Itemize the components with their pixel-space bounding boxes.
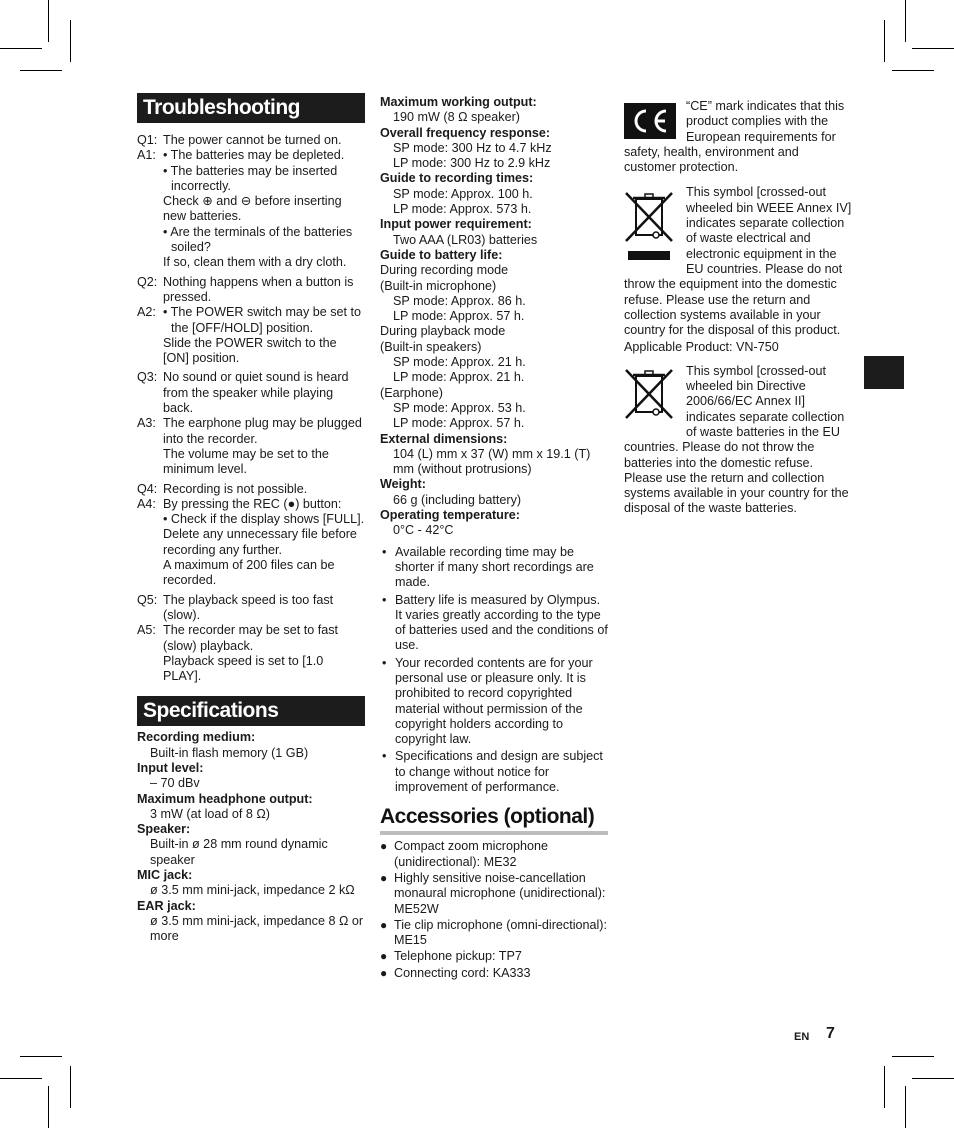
battery-value: SP mode: Approx. 21 h.: [393, 355, 526, 370]
qa-line: Slide the POWER switch to the [ON] position.: [163, 335, 337, 366]
battery-mode: During playback mode: [380, 324, 506, 339]
ce-text: “CE” mark indicates that this product complies with the European requirements for safety, health, environment and customer protection.: [624, 99, 845, 175]
spec-value: Built-in flash memory (1 GB): [150, 745, 309, 760]
crop-mark: [20, 1056, 62, 1057]
bullet-dot-icon: ●: [380, 965, 388, 980]
accessories-title: Accessories (optional): [380, 805, 608, 835]
spec-list-middle-tail: [380, 432, 608, 539]
side-tab-marker: [864, 356, 904, 389]
crop-mark: [20, 70, 62, 71]
spec-value: Two AAA (LR03) batteries: [393, 232, 538, 247]
qa-tag: Q1:: [137, 133, 158, 147]
bullet-dot: •: [382, 749, 387, 764]
qa-line: A maximum of 200 files can be recorded.: [163, 558, 335, 588]
spec-heading: Overall frequency response:: [380, 125, 551, 140]
qa-line: • Are the terminals of the batteries soiled?: [163, 224, 353, 255]
accessory-text: Compact zoom microphone (unidirectional): ME32: [394, 839, 548, 869]
qa-row: [137, 133, 365, 148]
spec-list-middle: [380, 95, 608, 263]
bullet-dot-icon: ●: [380, 870, 388, 885]
crop-mark: [884, 1066, 885, 1108]
qa-line: The power cannot be turned on.: [163, 133, 342, 147]
spec-value: 104 (L) mm x 37 (W) mm x 19.1 (T) mm (without protrusions): [393, 446, 591, 477]
bullet-dot: •: [382, 544, 387, 559]
note-text: Specifications and design are subject to change without notice for improvement of performance.: [395, 749, 603, 795]
qa-row: [137, 305, 365, 366]
qa-tag: A2:: [137, 305, 156, 320]
spec-list-left: [137, 730, 365, 944]
spec-value: Built-in ø 28 mm round dynamic speaker: [150, 837, 328, 867]
crop-mark: [884, 20, 885, 62]
spec-heading: MIC jack:: [137, 868, 193, 883]
accessory-item: [380, 839, 608, 870]
spec-heading: External dimensions:: [380, 431, 508, 446]
note-item: [380, 749, 608, 795]
crop-mark: [912, 1078, 954, 1079]
spec-value: ø 3.5 mm mini-jack, impedance 2 kΩ: [150, 883, 355, 898]
accessory-text: Connecting cord: KA333: [394, 965, 531, 980]
qa-line: • The POWER switch may be set to the [OFF/HOLD] position.: [163, 305, 362, 335]
crop-mark: [48, 0, 49, 42]
spec-value: 3 mW (at load of 8 Ω): [150, 806, 270, 821]
spec-heading: Guide to battery life:: [380, 247, 503, 262]
accessory-item: [380, 918, 608, 949]
applicable-product: Applicable Product: VN-750: [624, 340, 779, 355]
accessory-item: [380, 949, 608, 964]
footer-language: EN: [794, 1031, 810, 1043]
spec-value: LP mode: 300 Hz to 2.9 kHz: [393, 156, 551, 171]
qa-tag: A4:: [137, 496, 156, 511]
accessory-text: Highly sensitive noise-cancellation monaural microphone (unidirectional): ME52W: [394, 870, 606, 916]
spec-value: SP mode: Approx. 100 h.: [393, 186, 533, 201]
qa-line: Check ⊕ and ⊖ before inserting new batteries.: [163, 194, 342, 224]
ce-mark-icon: [624, 103, 676, 143]
bullet-dot: •: [382, 655, 387, 670]
qa-body: [163, 305, 365, 366]
crop-mark: [912, 48, 954, 49]
qa-line: No sound or quiet sound is heard from the speaker while playing back.: [163, 370, 349, 416]
spec-heading: Speaker:: [137, 822, 191, 837]
qa-line: By pressing the REC (●) button:: [163, 496, 342, 511]
spec-heading: Input power requirement:: [380, 217, 532, 232]
note-text: Battery life is measured by Olympus. It varies greatly according to the type of batteries used and the conditions of use.: [395, 592, 608, 653]
qa-tag: A5:: [137, 623, 156, 638]
qa-body: [163, 482, 365, 497]
battery-sub: (Built-in speakers): [380, 339, 482, 354]
crossed-bin-icon: [624, 191, 676, 267]
battery-sub: (Earphone): [380, 385, 444, 400]
qa-line: • The batteries may be depleted.: [163, 148, 345, 163]
qa-row: [137, 482, 365, 497]
spec-heading: EAR jack:: [137, 898, 196, 913]
qa-body: [163, 275, 365, 306]
battery-value: SP mode: Approx. 86 h.: [393, 293, 526, 308]
column-middle: [380, 93, 608, 981]
crossed-bin-battery-icon: [624, 368, 676, 426]
qa-line: The earphone plug may be plugged into the recorder.: [163, 416, 362, 446]
note-item: [380, 656, 608, 748]
accessory-text: Telephone pickup: TP7: [394, 949, 522, 964]
ce-block: [624, 99, 854, 175]
crop-mark: [905, 1086, 906, 1128]
qa-line: Playback speed is set to [1.0 PLAY].: [163, 653, 324, 684]
crop-mark: [892, 70, 934, 71]
notes-list: [380, 545, 608, 796]
spec-value: – 70 dBv: [150, 776, 200, 791]
accessory-text: Tie clip microphone (omni-directional): ME15: [394, 917, 608, 948]
weee-text: This symbol [crossed-out wheeled bin WEEE Annex IV] indicates separate collection of waste electrical and electronic equipment in the EU countries. Please do not throw the equipment into the domestic refuse. Please use the return and collection systems available in your country for the disposal of this product.: [624, 185, 852, 338]
spec-heading: Weight:: [380, 477, 426, 492]
qa-line: Nothing happens when a button is pressed.: [163, 274, 354, 304]
bullet-dot-icon: ●: [380, 839, 388, 854]
spec-heading: Input level:: [137, 760, 204, 775]
specifications-title: Specifications: [137, 696, 365, 726]
accessory-item: [380, 871, 608, 917]
crop-mark: [70, 1066, 71, 1108]
note-item: [380, 545, 608, 591]
column-left: [137, 93, 365, 945]
qa-line: • The batteries may be inserted incorrectly.: [163, 163, 338, 193]
spec-value: ø 3.5 mm mini-jack, impedance 8 Ω or more: [150, 913, 364, 944]
spec-heading: Guide to recording times:: [380, 171, 534, 186]
qa-row: [137, 275, 365, 306]
qa-line: The volume may be set to the minimum level.: [163, 446, 329, 477]
spec-value: 66 g (including battery): [393, 492, 522, 507]
qa-row: [137, 497, 365, 589]
crop-mark: [0, 48, 42, 49]
qa-row: [137, 148, 365, 270]
qa-line: • Check if the display shows [FULL].: [163, 512, 365, 527]
qa-line: Recording is not possible.: [163, 481, 308, 496]
qa-line: Delete any unnecessary file before recording any further.: [163, 527, 357, 557]
qa-line: The recorder may be set to fast (slow) playback.: [163, 623, 338, 653]
battery-text: This symbol [crossed-out wheeled bin Directive 2006/66/EC Annex II] indicates separate collection of waste batteries in the EU countries. Please do not throw the batteries into the domestic refuse. Please use the return and collection systems available in your country for the disposal of the waste batteries.: [624, 363, 849, 516]
qa-tag: Q5:: [137, 592, 158, 607]
spec-heading: Maximum working output:: [380, 95, 537, 109]
qa-tag: A3:: [137, 416, 156, 431]
bullet-dot: •: [382, 592, 387, 607]
troubleshooting-list: [137, 133, 365, 684]
qa-tag: Q4:: [137, 481, 158, 496]
bullet-dot-icon: ●: [380, 949, 388, 964]
spec-value: 0°C - 42°C: [393, 523, 454, 538]
battery-block: [624, 364, 854, 517]
spec-value: LP mode: Approx. 573 h.: [393, 202, 532, 217]
battery-mode: During recording mode: [380, 263, 509, 278]
qa-row: [137, 416, 365, 477]
spec-heading: Operating temperature:: [380, 508, 520, 523]
qa-line: If so, clean them with a dry cloth.: [163, 255, 347, 270]
qa-body: [163, 148, 365, 270]
battery-value: LP mode: Approx. 21 h.: [393, 370, 525, 385]
crop-mark: [0, 1078, 42, 1079]
spec-value: SP mode: 300 Hz to 4.7 kHz: [393, 140, 552, 155]
battery-value: LP mode: Approx. 57 h.: [393, 309, 525, 324]
battery-value: LP mode: Approx. 57 h.: [393, 416, 525, 431]
note-item: [380, 593, 608, 654]
spec-value: 190 mW (8 Ω speaker): [393, 110, 520, 125]
battery-value: SP mode: Approx. 53 h.: [393, 400, 526, 415]
qa-body: [163, 416, 365, 477]
battery-sub: (Built-in microphone): [380, 278, 497, 293]
weee-block: [624, 185, 854, 355]
accessories-list: [380, 839, 608, 981]
qa-tag: A1:: [137, 148, 156, 163]
qa-line: The playback speed is too fast (slow).: [163, 592, 334, 622]
crop-mark: [892, 1056, 934, 1057]
qa-body: [163, 133, 365, 148]
crop-mark: [48, 1086, 49, 1128]
battery-life-list: [380, 263, 608, 431]
qa-body: [163, 623, 365, 684]
note-text: Your recorded contents are for your personal use or pleasure only. It is prohibited to record copyrighted material without permission of the copyright holders according to copyright law.: [395, 655, 593, 747]
qa-tag: Q3:: [137, 370, 158, 385]
qa-row: [137, 593, 365, 624]
troubleshooting-title: Troubleshooting: [137, 93, 365, 123]
spec-heading: Maximum headphone output:: [137, 791, 313, 806]
page-number: 7: [826, 1025, 835, 1042]
qa-body: [163, 497, 365, 589]
column-right: [624, 99, 854, 517]
crop-mark: [905, 0, 906, 42]
qa-body: [163, 593, 365, 624]
qa-tag: Q2:: [137, 274, 158, 289]
spec-heading: Recording medium:: [137, 730, 256, 745]
bullet-dot-icon: ●: [380, 917, 388, 932]
crop-mark: [70, 20, 71, 62]
accessory-item: [380, 966, 608, 981]
qa-body: [163, 370, 365, 416]
note-text: Available recording time may be shorter if many short recordings are made.: [395, 544, 594, 590]
qa-row: [137, 623, 365, 684]
qa-row: [137, 370, 365, 416]
